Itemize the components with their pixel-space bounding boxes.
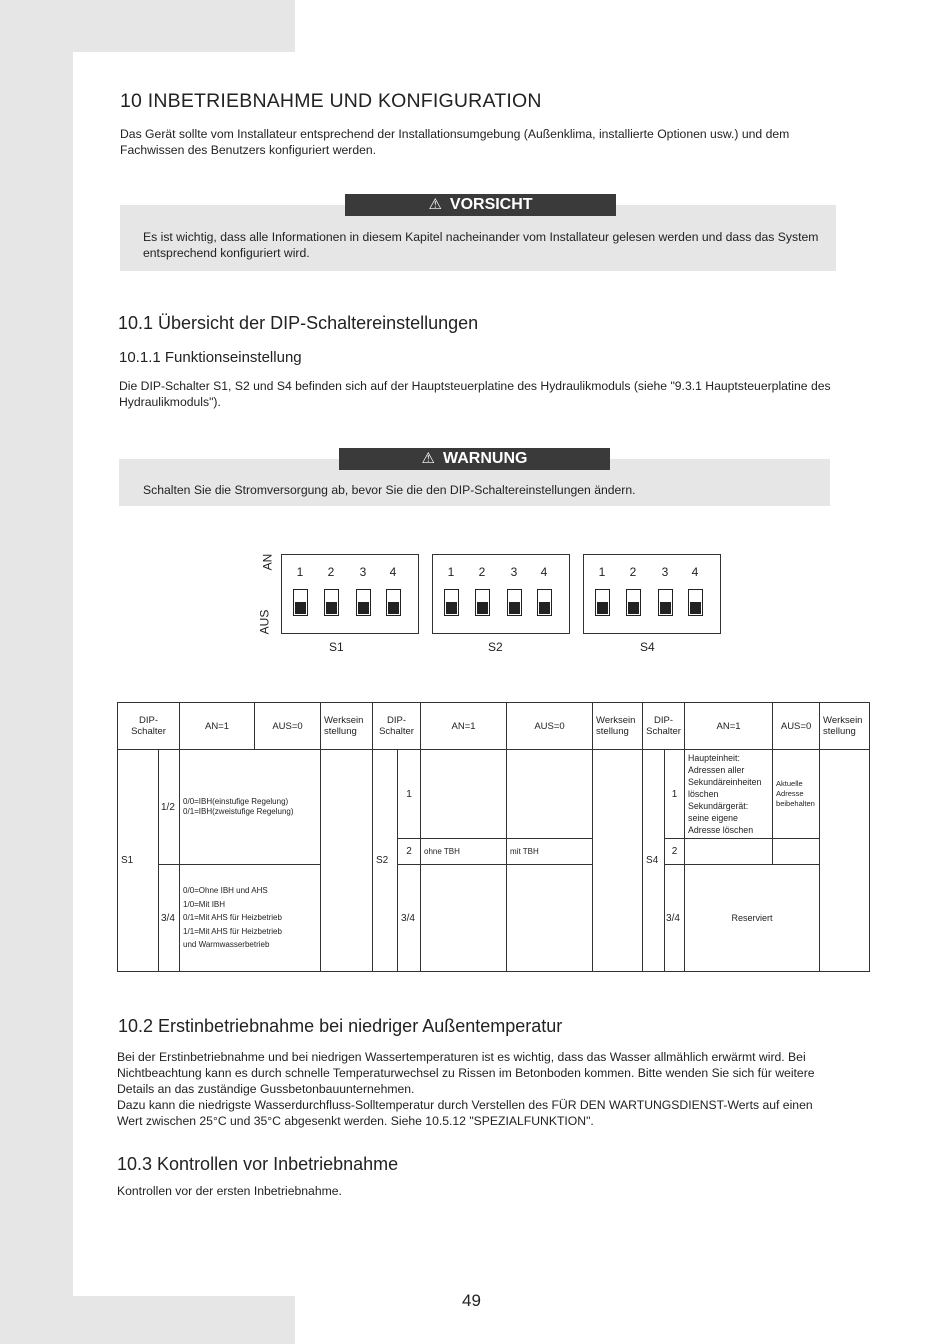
s4-row-1-off: Aktuelle Adresse beibehalten <box>773 750 820 839</box>
header-on: AN=1 <box>685 703 773 750</box>
s1-factory-cell <box>321 750 373 972</box>
dip-switch-s1 <box>281 554 419 634</box>
dip-number: 1 <box>447 565 455 579</box>
dip-number: 3 <box>661 565 669 579</box>
on-label: AN <box>260 553 275 571</box>
section-10-2-p1: Bei der Erstinbetriebnahme und bei niedrigen Wassertemperaturen ist es wichtig, dass das Wasser allmählich erwärmt wird. Bei Nichtbeachtung kann es durch schnelle Temperaturwechsel zu Rissen im Betonboden kommen. Bitte wenden Sie sich für weitere Details an das zuständige Gussbetonbauunternehmen. <box>117 1050 815 1096</box>
header-dip-switch: DIP- Schalter <box>118 703 180 750</box>
section-10-2-heading: 10.2 Erstinbetriebnahme bei niedriger Außentemperatur <box>118 1016 563 1036</box>
section-10-3-text: Kontrollen vor der ersten Inbetriebnahme. <box>117 1184 342 1198</box>
warning-header <box>339 448 610 470</box>
dip-toggle <box>626 589 641 616</box>
dip-name-s2: S2 <box>488 640 503 654</box>
s4-row-2-off <box>773 839 820 865</box>
dip-switch-s4 <box>583 554 721 634</box>
dip-toggle <box>386 589 401 616</box>
header-off: AUS=0 <box>507 703 593 750</box>
dip-switch-s2 <box>432 554 570 634</box>
dip-toggle <box>356 589 371 616</box>
dip-number: 3 <box>359 565 367 579</box>
s4-row-34-text: Reserviert <box>685 865 820 972</box>
s2-row-34-label: 3/4 <box>398 865 421 972</box>
table-row <box>118 865 870 972</box>
page-margin-bottom <box>0 1296 295 1344</box>
dip-switch-diagram <box>255 548 725 658</box>
s1-row-34-label: 3/4 <box>159 865 180 972</box>
section-10-2-p2: Dazu kann die niedrigste Wasserdurchfluss-Solltemperatur durch Verstellen des FÜR DEN WARTUNGSDIENST-Werts auf einen Wert zwischen 25°C und 35°C abgesenkt werden. Siehe 10.5.12 "SPEZIALFUNKTION". <box>117 1098 813 1128</box>
page-title: 10 INBETRIEBNAHME UND KONFIGURATION <box>120 90 542 112</box>
header-dip-switch: DIP- Schalter <box>643 703 685 750</box>
header-off: AUS=0 <box>255 703 321 750</box>
s2-row-1-label: 1 <box>398 750 421 839</box>
dip-number: 4 <box>691 565 699 579</box>
warning-label: WARNUNG <box>443 450 528 467</box>
s4-row-1-label: 1 <box>665 750 685 839</box>
header-factory: Werksein stellung <box>321 703 373 750</box>
caution-text: Es ist wichtig, dass alle Informationen in diesem Kapitel nacheinander vom Installateur gelesen werden und dass das System entsprechend konfiguriert wird. <box>143 230 819 260</box>
dip-settings-table <box>117 702 870 972</box>
s2-factory-cell <box>593 750 643 972</box>
dip-toggle <box>324 589 339 616</box>
section-10-1-heading: 10.1 Übersicht der DIP-Schaltereinstellungen <box>118 313 479 333</box>
s4-factory-cell <box>820 750 870 972</box>
intro-text: Das Gerät sollte vom Installateur entsprechend der Installationsumgebung (Außenklima, installierte Optionen usw.) und dem Fachwissen des Benutzers konfiguriert werden. <box>120 127 790 157</box>
s2-name: S2 <box>373 750 398 972</box>
caution-label: VORSICHT <box>449 196 533 213</box>
dip-number: 2 <box>478 565 486 579</box>
dip-toggle <box>658 589 673 616</box>
s4-name: S4 <box>643 750 665 972</box>
header-dip-switch: DIP- Schalter <box>373 703 421 750</box>
page-number: 49 <box>462 1291 481 1310</box>
s1-row-12-text: 0/0=IBH(einstufige Regelung) 0/1=IBH(zweistufige Regelung) <box>180 750 321 865</box>
section-10-3-heading: 10.3 Kontrollen vor Inbetriebnahme <box>117 1154 399 1174</box>
dip-toggle <box>293 589 308 616</box>
header-off: AUS=0 <box>773 703 820 750</box>
dip-name-s4: S4 <box>640 640 655 654</box>
s4-row-2-on <box>685 839 773 865</box>
s2-row-1-off <box>507 750 593 839</box>
dip-toggle <box>475 589 490 616</box>
s4-row-34-label: 3/4 <box>665 865 685 972</box>
header-factory: Werksein stellung <box>593 703 643 750</box>
s4-row-2-label: 2 <box>665 839 685 865</box>
s2-row-2-on: ohne TBH <box>421 839 507 865</box>
dip-toggle <box>507 589 522 616</box>
page-margin-left <box>0 0 73 1344</box>
dip-toggle <box>537 589 552 616</box>
off-label: AUS <box>257 609 272 635</box>
s2-row-34-on <box>421 865 507 972</box>
header-on: AN=1 <box>421 703 507 750</box>
header-on: AN=1 <box>180 703 255 750</box>
dip-toggle <box>444 589 459 616</box>
s4-row-1-on: Haupteinheit: Adressen aller Sekundäreinheiten löschen Sekundärgerät: seine eigene Adresse löschen <box>685 750 773 839</box>
table-header-row <box>118 703 870 750</box>
table-row <box>118 750 870 839</box>
s2-row-2-off: mit TBH <box>507 839 593 865</box>
dip-number: 3 <box>510 565 518 579</box>
warning-triangle-icon: ⚠ <box>421 450 435 467</box>
warning-text: Schalten Sie die Stromversorgung ab, bevor Sie die den DIP-Schaltereinstellungen ändern. <box>143 483 636 497</box>
s1-row-12-label: 1/2 <box>159 750 180 865</box>
warning-triangle-icon: ⚠ <box>428 196 442 213</box>
dip-number: 2 <box>629 565 637 579</box>
section-10-1-1-heading: 10.1.1 Funktionseinstellung <box>119 349 302 366</box>
dip-number: 1 <box>296 565 304 579</box>
dip-toggle <box>595 589 610 616</box>
dip-number: 2 <box>327 565 335 579</box>
dip-name-s1: S1 <box>329 640 344 654</box>
s2-row-1-on <box>421 750 507 839</box>
dip-number: 4 <box>540 565 548 579</box>
dip-toggle <box>688 589 703 616</box>
dip-number: 4 <box>389 565 397 579</box>
dip-number: 1 <box>598 565 606 579</box>
s2-row-34-off <box>507 865 593 972</box>
s2-row-2-label: 2 <box>398 839 421 865</box>
s1-name: S1 <box>118 750 159 972</box>
section-10-1-text: Die DIP-Schalter S1, S2 und S4 befinden sich auf der Hauptsteuerplatine des Hydraulikmoduls (siehe "9.3.1 Hauptsteuerplatine des Hydraulikmoduls"). <box>119 379 831 409</box>
s1-row-34-text: 0/0=Ohne IBH und AHS 1/0=Mit IBH 0/1=Mit AHS für Heizbetrieb 1/1=Mit AHS für Heizbetrieb und Warmwasserbetrieb <box>180 865 321 972</box>
header-factory: Werksein stellung <box>820 703 870 750</box>
caution-header <box>345 194 616 216</box>
